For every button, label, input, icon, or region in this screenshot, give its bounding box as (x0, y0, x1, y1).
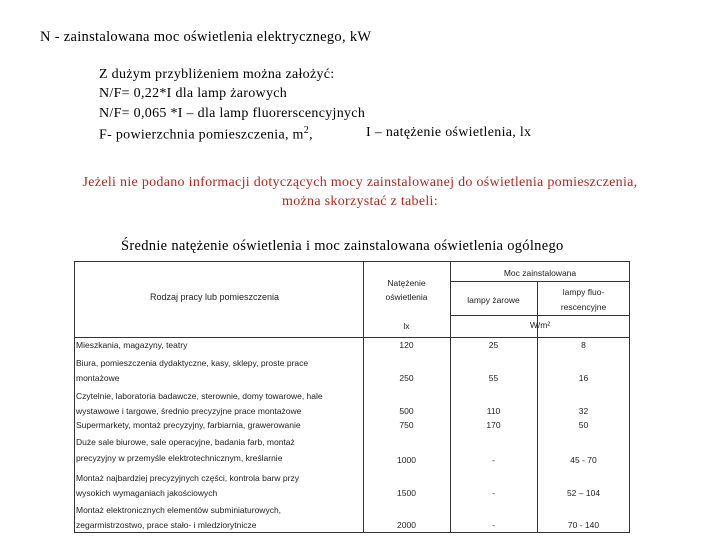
row-7-incandescent: - (492, 520, 495, 530)
note-line-1: Jeżeli nie podano informacji dotyczących mocy zainstalowanej do oświetlenia pomieszczenia, (82, 175, 638, 190)
row-1-fluorescent: 8 (581, 340, 586, 350)
column-header-illuminance-2: oświetlenia (385, 292, 428, 302)
column-header-work-type: Rodzaj pracy lub pomieszczenia (150, 292, 280, 302)
row-7-fluorescent: 70 - 140 (567, 520, 600, 530)
row-1-incandescent: 25 (488, 340, 499, 350)
row-2-description-1: Biura, pomieszczenia dydaktyczne, kasy, sklepy, proste prace (76, 358, 309, 368)
unit-lux: lx (403, 321, 410, 331)
row-1-lux: 120 (399, 340, 414, 350)
row-7-description-1: Montaż elektronicznych elementów subminiaturowych, (76, 505, 282, 515)
row-3-lux: 500 (399, 406, 414, 416)
row-4-incandescent: 170 (486, 420, 501, 430)
row-6-description-1: Montaż najbardziej precyzyjnych części, kontrola barw przy (76, 473, 299, 483)
row-4-fluorescent: 50 (578, 420, 589, 430)
area-definition-text: F- powierzchnia pomieszczenia, m (99, 127, 304, 143)
row-3-incandescent: 110 (486, 406, 501, 416)
row-5-incandescent: - (492, 455, 495, 465)
row-2-incandescent: 55 (488, 373, 499, 383)
approximation-intro: Z dużym przybliżeniem można założyć: (99, 67, 335, 82)
row-3-description-1: Czytelnie, laboratoria badawcze, sterownie, domy towarowe, hale (76, 391, 323, 401)
area-definition-comma: , (309, 127, 313, 143)
column-header-fluorescent-2: rescencyjne (560, 302, 607, 312)
formula-incandescent: N/F= 0,22*I dla lamp żarowych (99, 86, 288, 101)
area-definition (99, 125, 313, 144)
row-3-description-2: wystawowe i targowe, średnio precyzyjne prace montażowe (76, 406, 302, 416)
row-3-fluorescent: 32 (578, 406, 589, 416)
row-6-fluorescent: 52 – 104 (566, 488, 601, 498)
row-1-description: Mieszkania, magazyny, teatry (76, 340, 188, 350)
row-2-lux: 250 (399, 373, 414, 383)
illuminance-definition: I – natężenie oświetlenia, lx (366, 125, 532, 140)
area-definition-exponent: 2 (303, 125, 310, 136)
row-6-incandescent: - (492, 488, 495, 498)
row-5-description-1: Duże sale biurowe, sale operacyjne, badania farb, montaż (76, 437, 295, 447)
note-line-2: można skorzystać z tabeli: (282, 194, 438, 209)
column-header-installed-power: Moc zainstalowana (503, 268, 577, 278)
table-caption: Średnie natężenie oświetlenia i moc zainstalowana oświetlenia ogólnego (121, 238, 564, 254)
row-2-description-2: montażowe (76, 373, 120, 383)
column-header-illuminance-1: Natężenie (387, 278, 426, 288)
row-5-fluorescent: 45 - 70 (570, 455, 597, 465)
row-2-fluorescent: 16 (578, 373, 589, 383)
row-6-lux: 1500 (397, 488, 416, 498)
column-header-fluorescent-1: lampy fluo- (562, 287, 605, 297)
row-7-description-2: zegarmistrzostwo, prace stało- i mledziorytnicze (76, 520, 257, 530)
unit-power-density: W/m² (529, 320, 551, 330)
lighting-table (74, 261, 630, 533)
row-7-lux: 2000 (397, 520, 416, 530)
row-5-description-2: precyzyjny w przemyśle elektrotechnicznym, kreślarnie (76, 453, 283, 463)
row-6-description-2: wysokich wymaganiach jakościowych (76, 488, 218, 498)
row-5-lux: 1000 (397, 455, 416, 465)
installed-power-definition: N - zainstalowana moc oświetlenia elektrycznego, kW (40, 29, 372, 45)
row-4-lux: 750 (399, 420, 414, 430)
row-4-description: Supermarkety, montaż precyzyjny, farbiarnia, grawerowanie (76, 420, 301, 430)
column-header-incandescent: lampy żarowe (467, 295, 520, 305)
formula-fluorescent: N/F= 0,065 *I – dla lamp fluorerscencyjnych (99, 106, 366, 121)
